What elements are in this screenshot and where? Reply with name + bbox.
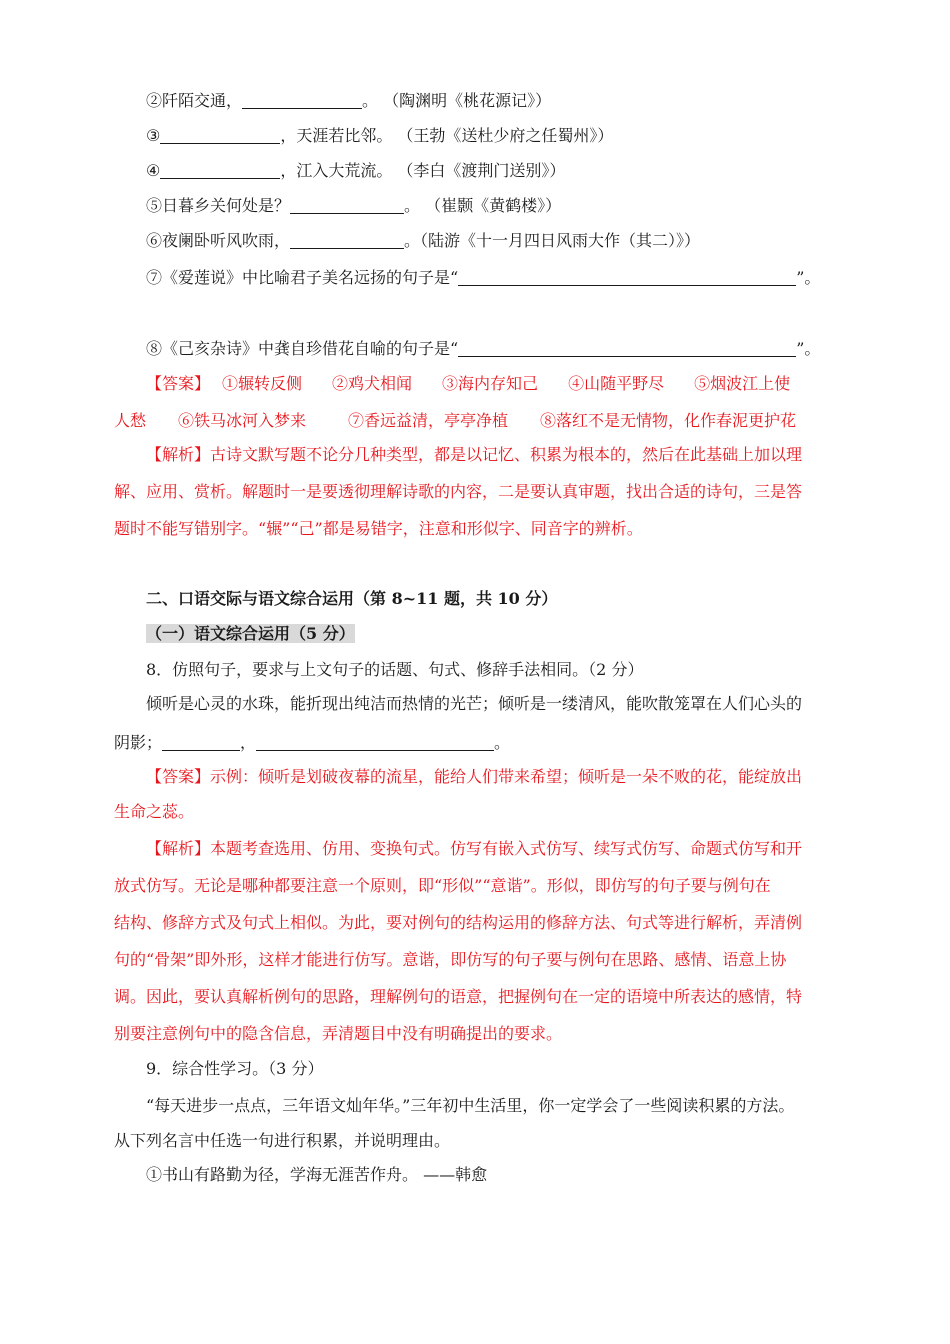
q8-analysis-line6: 别要注意例句中的隐含信息，弄清题目中没有明确提出的要求。: [114, 1024, 563, 1043]
item-2: [146, 90, 551, 112]
item-4-tail: ，江入大荒流。 （李白《渡荆门送别》）: [280, 161, 566, 180]
q8-analysis-line3: 结构、修辞方式及句式上相似。为此，要对例句的结构运用的修辞方法、句式等进行解析，弄清例: [114, 913, 803, 932]
q8-answer-line2: 生命之蕊。: [114, 802, 195, 821]
answer-tag: 【答案】: [146, 374, 211, 393]
answer-8: ⑧落红不是无情物，化作春泥更护花: [540, 411, 797, 430]
item-3-blank[interactable]: [160, 127, 280, 144]
q9-line2: 从下列名言中任选一句进行积累，并说明理由。: [114, 1131, 451, 1150]
q8-line2-head: 阴影；: [114, 733, 163, 752]
answer-5-head: ⑤烟波江上使: [694, 374, 791, 393]
item-4-blank[interactable]: [160, 162, 280, 179]
item-4: [146, 160, 565, 182]
q8-example-line2: [114, 732, 510, 754]
q8-analysis-line1: [146, 838, 802, 860]
item-5-tail: 。 （崔颢《黄鹤楼》）: [404, 196, 562, 215]
item-8-blank[interactable]: [458, 340, 796, 357]
q7-analysis-line3: 题时不能写错别字。“辗”“己”都是易错字，注意和形似字、同音字的辨析。: [114, 519, 643, 538]
answer-7: ⑦香远益清，亭亭净植: [348, 411, 509, 430]
item-8-tail: ”。: [796, 339, 821, 358]
item-2-blank[interactable]: [242, 92, 362, 109]
answer-2: ②鸡犬相闻: [332, 374, 413, 393]
item-3: [146, 125, 613, 147]
section-title: 二、口语交际与语文综合运用（第 8~11 题，共 10 分）: [146, 589, 558, 608]
q8-answer-line1: [146, 766, 802, 788]
item-6: [146, 230, 700, 252]
q8-analysis-line4: 句的“骨架”即外形，这样才能进行仿写。意谐，即仿写的句子要与例句在思路、感情、语意上协: [114, 950, 787, 969]
answer-3: ③海内存知己: [442, 374, 539, 393]
q8-answer-tag: 【答案】: [146, 767, 211, 786]
item-4-head: ④: [146, 161, 161, 180]
item-5-head: ⑤日暮乡关何处是？: [146, 196, 291, 215]
analysis-text: 古诗文默写题不论分几种类型，都是以记忆、积累为根本的，然后在此基础上加以理: [210, 445, 803, 464]
q9-quote-1: ①书山有路勤为径，学海无涯苦作舟。 ——韩愈: [146, 1165, 488, 1184]
q8-line2-mid: ，: [240, 733, 257, 752]
q9-stem: 9．综合性学习。（3 分）: [146, 1059, 324, 1078]
answer-4: ④山随平野尽: [568, 374, 665, 393]
item-7-blank[interactable]: [458, 269, 796, 286]
q8-answer-text: 示例：倾听是划破夜幕的流星，能给人们带来希望；倾听是一朵不败的花，能绽放出: [210, 767, 803, 786]
q8-blank-2[interactable]: [256, 734, 494, 751]
analysis-tag: 【解析】: [146, 445, 211, 464]
item-3-head: ③: [146, 126, 161, 145]
item-8-head: ⑧《己亥杂诗》中龚自珍借花自喻的句子是“: [146, 339, 459, 358]
subsection-title: [146, 623, 355, 645]
item-3-tail: ，天涯若比邻。 （王勃《送杜少府之任蜀州》）: [280, 126, 614, 145]
q8-line2-tail: 。: [494, 733, 511, 752]
item-7-tail: ”。: [796, 268, 821, 287]
item-7-head: ⑦《爱莲说》中比喻君子美名远扬的句子是“: [146, 268, 459, 287]
item-2-head: ②阡陌交通，: [146, 91, 243, 110]
q7-answer-line1: [146, 373, 790, 395]
q7-analysis-line1: [146, 444, 802, 466]
answer-6: ⑥铁马冰河入梦来: [178, 411, 307, 430]
item-2-tail: 。 （陶渊明《桃花源记》）: [362, 91, 552, 110]
q8-analysis-line5: 调。因此，要认真解析例句的思路，理解例句的语意，把握例句在一定的语境中所表达的感情，特: [114, 987, 803, 1006]
q7-analysis-line2: 解、应用、赏析。解题时一是要透彻理解诗歌的内容，二是要认真审题，找出合适的诗句，三是答: [114, 482, 803, 501]
q8-example-line1: 倾听是心灵的水珠，能折现出纯洁而热情的光芒；倾听是一缕清风，能吹散笼罩在人们心头的: [146, 694, 803, 713]
subsection-label: （一）语文综合运用（5 分）: [146, 624, 355, 643]
item-8: [146, 338, 820, 360]
q8-blank-1[interactable]: [162, 734, 240, 751]
q8-analysis-tag: 【解析】: [146, 839, 211, 858]
q9-line1: “每天进步一点点，三年语文灿年华。”三年初中生活里，你一定学会了一些阅读积累的方法。: [146, 1096, 795, 1115]
item-5: [146, 195, 561, 217]
q8-analysis-text: 本题考查选用、仿用、变换句式。仿写有嵌入式仿写、续写式仿写、命题式仿写和开: [210, 839, 803, 858]
item-5-blank[interactable]: [290, 197, 404, 214]
q8-stem: 8．仿照句子，要求与上文句子的话题、句式、修辞手法相同。（2 分）: [146, 660, 644, 679]
item-6-tail: 。（陆游《十一月四日风雨大作（其二）》）: [404, 231, 701, 250]
q7-answer-line2: [114, 410, 796, 432]
answer-5-tail: 人愁: [114, 411, 147, 430]
item-6-blank[interactable]: [290, 232, 404, 249]
answer-1: ①辗转反侧: [222, 374, 303, 393]
q8-analysis-line2: 放式仿写。无论是哪种都要注意一个原则，即“形似”“意谐”。形似，即仿写的句子要与例句在: [114, 876, 771, 895]
item-6-head: ⑥夜阑卧听风吹雨，: [146, 231, 291, 250]
item-7: [146, 267, 820, 289]
